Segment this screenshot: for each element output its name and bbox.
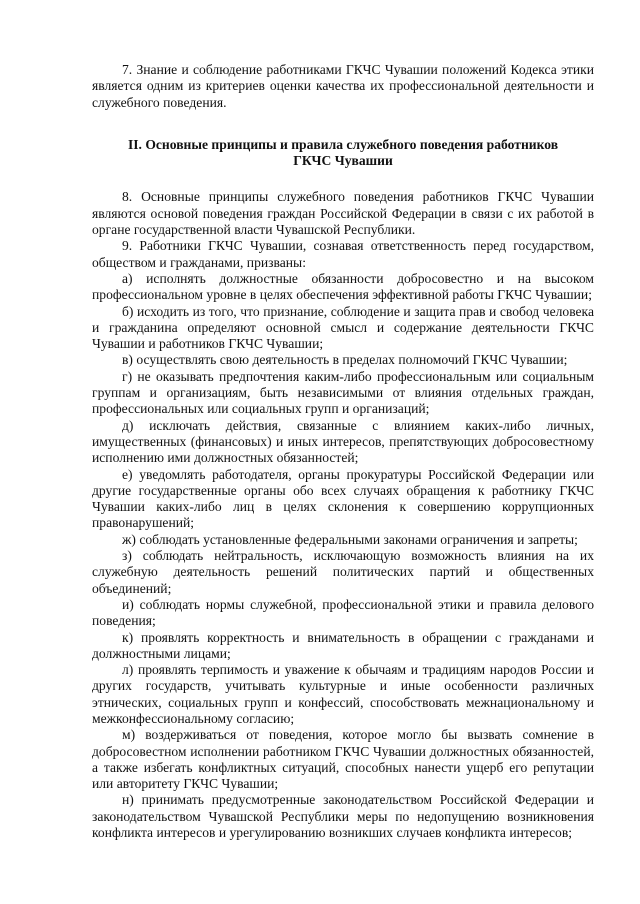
list-item-v: в) осуществлять свою деятельность в пределах полномочий ГКЧС Чувашии;	[122, 352, 568, 368]
list-item-k: к) проявлять корректность и внимательность в обращении с гражданами и должностными лицами;	[92, 629, 594, 661]
list-item-i: и) соблюдать нормы служебной, профессиональной этики и правила делового поведения;	[92, 596, 594, 629]
section-heading-line-1: II. Основные принципы и правила служебного поведения работников	[127, 136, 559, 152]
list-item-e: е) уведомлять работодателя, органы прокуратуры Российской Федерации или другие государственные органы обо всех случаях обращения к работнику ГКЧС Чувашии каких-либо лиц в целях склонения к совершению коррупционных правонарушений;	[92, 466, 594, 531]
list-item-l: л) проявлять терпимость и уважение к обычаям и традициям народов России и других государств, учитывать культурные и иные особенности различных этнических, социальных групп и конфессий, способствовать межнациональному и межконфессиональному согласию;	[92, 662, 594, 726]
list-item-g: г) не оказывать предпочтения каким-либо профессиональным или социальным группам и организациям, быть независимыми от влияния отдельных граждан, профессиональных или социальных групп и организаций;	[92, 368, 594, 417]
list-item-z: з) соблюдать нейтральность, исключающую возможность влияния на их служебную деятельность решений политических партий и общественных объединений;	[92, 548, 594, 596]
paragraph-8: 8. Основные принципы служебного поведения работников ГКЧС Чувашии являются основой поведения граждан Российской Федерации в связи с их работой в органе государственной власти Чувашской Республики.	[92, 189, 594, 238]
list-item-d: д) исключать действия, связанные с влиянием каких-либо личных, имущественных (финансовых) и иных интересов, препятствующих добросовестному исполнению ими должностных обязанностей;	[92, 417, 594, 466]
paragraph-9: 9. Работники ГКЧС Чувашии, сознавая ответственность перед государством, обществом и гражданами, призваны:	[92, 238, 594, 270]
list-item-zh: ж) соблюдать установленные федеральными законами ограничения и запреты;	[122, 531, 578, 547]
list-item-b: б) исходить из того, что признание, соблюдение и защита прав и свобод человека и гражданина определяют основной смысл и содержание деятельности ГКЧС Чувашии и работников ГКЧС Чувашии;	[92, 303, 594, 352]
section-heading-line-2: ГКЧС Чувашии	[293, 153, 393, 169]
paragraph-7: 7. Знание и соблюдение работниками ГКЧС Чувашии положений Кодекса этики является одним из критериев оценки качества их профессиональной деятельности и служебного поведения.	[92, 62, 594, 110]
list-item-n: н) принимать предусмотренные законодательством Российской Федерации и законодательством Чувашской Республики меры по недопущению возникновения конфликта интересов и урегулированию возникших случаев конфликта интересов;	[92, 792, 594, 841]
list-item-a: а) исполнять должностные обязанности добросовестно и на высоком профессиональном уровне в целях обеспечения эффективной работы ГКЧС Чувашии;	[92, 270, 594, 303]
section-heading	[92, 137, 594, 170]
list-item-m: м) воздерживаться от поведения, которое могло бы вызвать сомнение в добросовестном исполнении работником ГКЧС Чувашии должностных обязанностей, а также избегать конфликтных ситуаций, способных нанести ущерб его репутации или авторитету ГКЧС Чувашии;	[92, 727, 594, 792]
